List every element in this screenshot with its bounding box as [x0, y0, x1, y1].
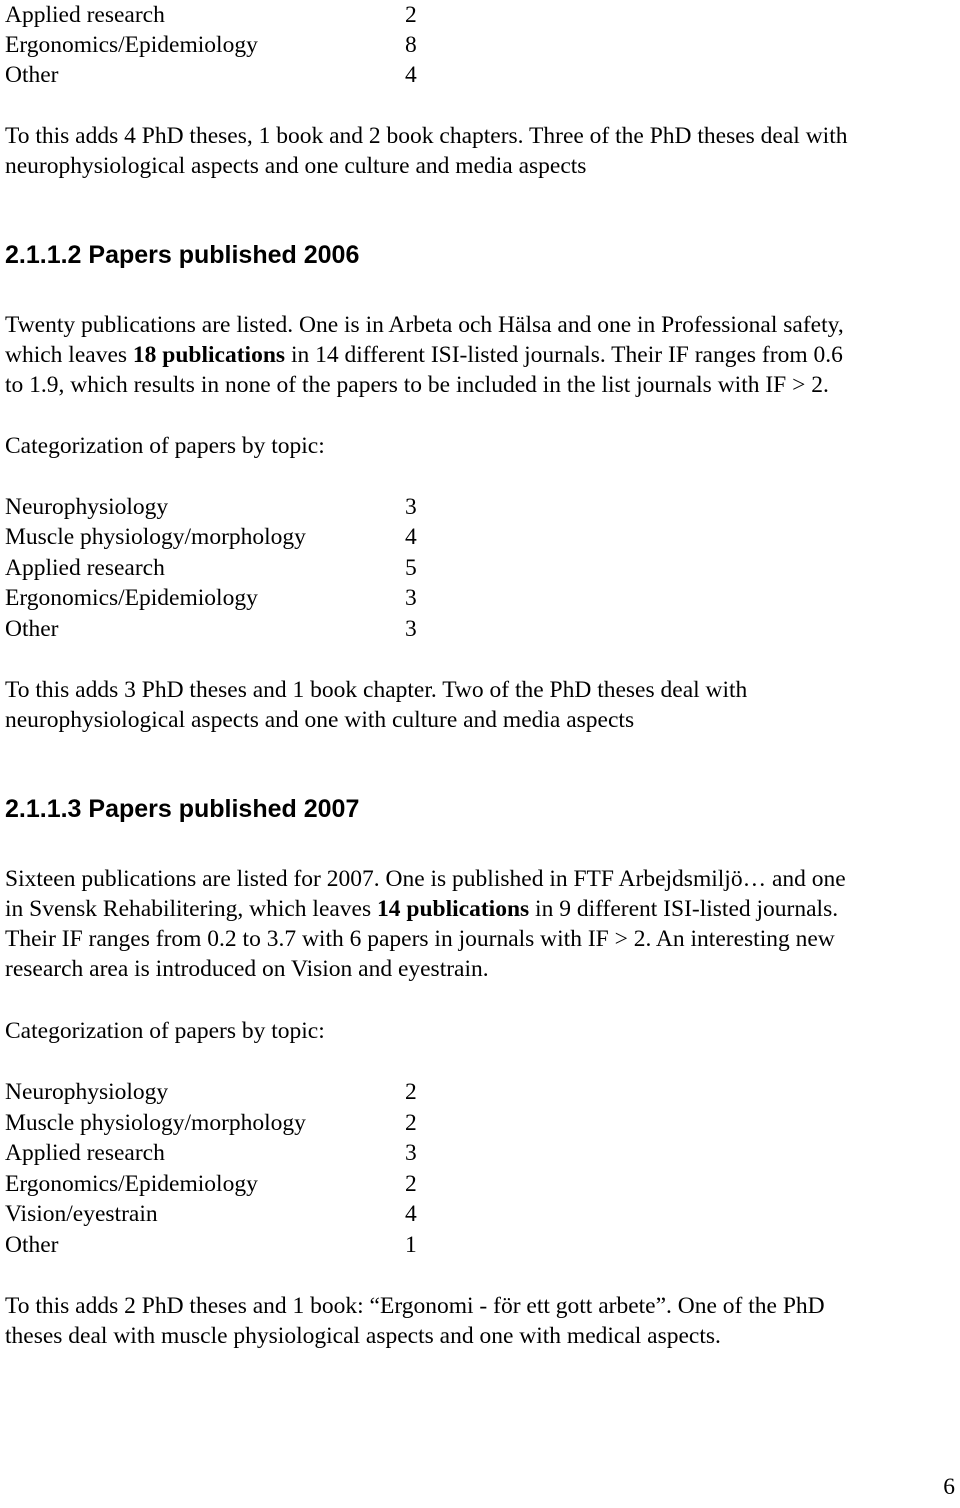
category-row	[5, 492, 417, 522]
category-count: 3	[405, 1140, 417, 1166]
note-line: To this adds 4 PhD theses, 1 book and 2 book chapters. Three of the PhD theses deal with	[5, 123, 848, 149]
note-line: To this adds 2 PhD theses and 1 book: “Ergonomi - för ett gott arbete”. One of the PhD	[5, 1293, 825, 1319]
category-row	[5, 522, 417, 552]
category-name: Ergonomics/Epidemiology	[5, 32, 258, 58]
category-name: Muscle physiology/morphology	[5, 524, 306, 550]
category-count: 2	[405, 1171, 417, 1197]
category-name: Applied research	[5, 1140, 165, 1166]
category-row	[5, 1108, 417, 1138]
category-name: Applied research	[5, 2, 165, 28]
category-name: Other	[5, 62, 59, 88]
category-row	[5, 60, 417, 90]
category-count: 3	[405, 494, 417, 520]
category-name: Muscle physiology/morphology	[5, 1110, 306, 1136]
category-count: 2	[405, 1079, 417, 1105]
category-name: Ergonomics/Epidemiology	[5, 1171, 258, 1197]
category-row	[5, 1077, 417, 1107]
paragraph-line: Their IF ranges from 0.2 to 3.7 with 6 papers in journals with IF > 2. An interesting new	[5, 926, 835, 952]
paragraph-text: in Svensk Rehabilitering, which leaves	[5, 896, 378, 922]
category-name: Other	[5, 616, 59, 642]
category-count: 1	[405, 1232, 417, 1258]
categorization-label: Categorization of papers by topic:	[5, 1018, 325, 1044]
category-name: Neurophysiology	[5, 494, 169, 520]
note-line: neurophysiological aspects and one culture and media aspects	[5, 153, 587, 179]
category-row	[5, 1230, 417, 1260]
paragraph-line: Twenty publications are listed. One is in Arbeta och Hälsa and one in Professional safety,	[5, 312, 844, 338]
category-row	[5, 1169, 417, 1199]
page-number: 6	[943, 1474, 955, 1500]
category-row	[5, 553, 417, 583]
paragraph-text: in 14 different ISI-listed journals. Their IF ranges from 0.6	[285, 342, 843, 368]
category-count: 3	[405, 585, 417, 611]
category-count: 4	[405, 524, 417, 550]
paragraph-text: which leaves	[5, 342, 133, 368]
category-row	[5, 1138, 417, 1168]
note-line: neurophysiological aspects and one with culture and media aspects	[5, 707, 635, 733]
category-name: Applied research	[5, 555, 165, 581]
category-count: 4	[405, 1201, 417, 1227]
category-count: 4	[405, 62, 417, 88]
category-count: 3	[405, 616, 417, 642]
publication-count-bold: 14 publications	[377, 896, 530, 922]
categorization-label: Categorization of papers by topic:	[5, 433, 325, 459]
category-row	[5, 1199, 417, 1229]
note-line: theses deal with muscle physiological aspects and one with medical aspects.	[5, 1323, 721, 1349]
note-line: To this adds 3 PhD theses and 1 book chapter. Two of the PhD theses deal with	[5, 677, 748, 703]
category-row	[5, 0, 417, 30]
category-name: Other	[5, 1232, 59, 1258]
section-heading-2007: 2.1.1.3 Papers published 2007	[5, 795, 360, 823]
category-count: 2	[405, 2, 417, 28]
publication-count-bold: 18 publications	[132, 342, 286, 368]
category-count: 2	[405, 1110, 417, 1136]
category-name: Vision/eyestrain	[5, 1201, 158, 1227]
paragraph-line: to 1.9, which results in none of the papers to be included in the list journals with IF > 2.	[5, 372, 829, 398]
category-row	[5, 614, 417, 644]
category-count: 5	[405, 555, 417, 581]
category-name: Ergonomics/Epidemiology	[5, 585, 258, 611]
paragraph-line	[5, 340, 843, 370]
category-row	[5, 583, 417, 613]
section-heading-2006: 2.1.1.2 Papers published 2006	[5, 241, 360, 269]
paragraph-line: Sixteen publications are listed for 2007. One is published in FTF Arbejdsmiljö… and one	[5, 866, 846, 892]
paragraph-text: in 9 different ISI-listed journals.	[529, 896, 839, 922]
category-count: 8	[405, 32, 417, 58]
category-row	[5, 30, 417, 60]
paragraph-line: research area is introduced on Vision and eyestrain.	[5, 956, 489, 982]
paragraph-line	[5, 894, 838, 924]
category-name: Neurophysiology	[5, 1079, 169, 1105]
